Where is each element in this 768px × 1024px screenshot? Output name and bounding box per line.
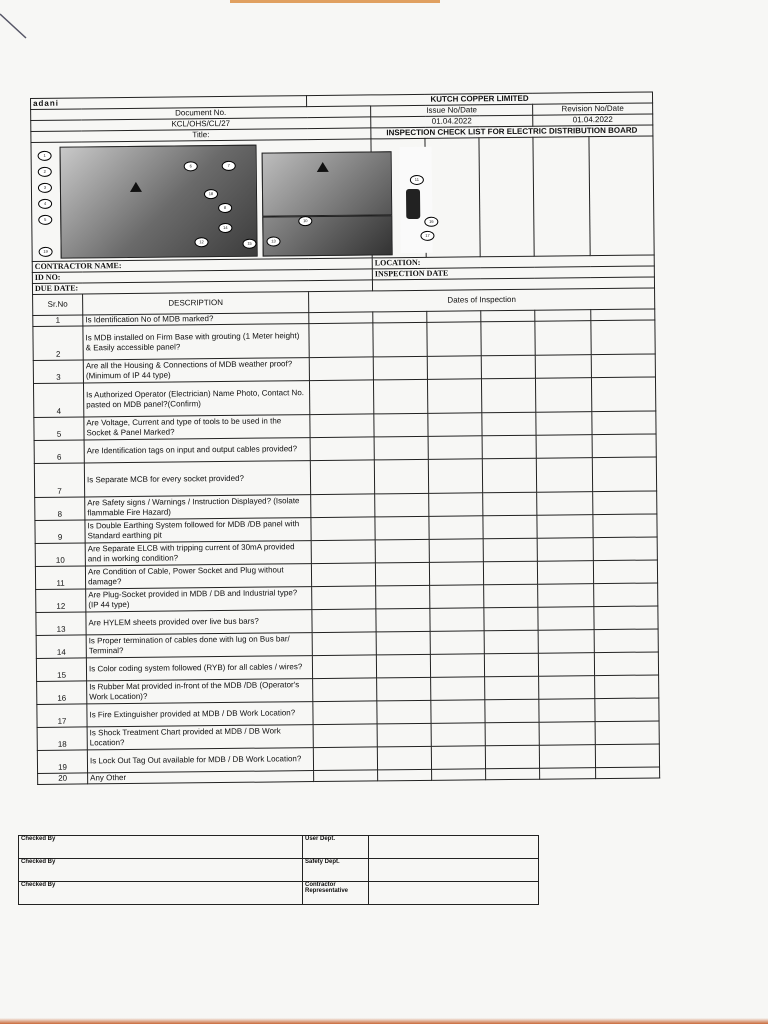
row-description: Are Identification tags on input and output cables provided? [84, 438, 310, 463]
row-description: Is Lock Out Tag Out available for MDB / DB Work Location? [87, 748, 313, 773]
blank-cell [479, 137, 534, 257]
inspection-date-cell[interactable] [484, 630, 538, 654]
inspection-date-cell[interactable] [482, 458, 536, 493]
inspection-date-cell[interactable] [431, 746, 485, 770]
inspection-date-cell[interactable] [594, 629, 658, 653]
inspection-date-cell[interactable] [378, 769, 432, 781]
inspection-date-cell[interactable] [538, 630, 594, 654]
inspection-date-cell[interactable] [481, 378, 535, 413]
row-description: Is Rubber Mat provided in-front of the MDB /DB (Operator's Work Location)? [87, 679, 313, 704]
inspection-date-cell[interactable] [312, 609, 376, 633]
inspection-date-cell[interactable] [591, 377, 655, 412]
inspection-date-cell[interactable] [537, 538, 593, 562]
row-description: Are Safety signs / Warnings / Instruction Displayed? (Isolate flammable Fire Hazard) [85, 495, 311, 520]
row-sr-no: 20 [38, 773, 88, 785]
inspection-date-cell[interactable] [431, 723, 485, 747]
row-sr-no: 14 [36, 635, 86, 659]
dates-header: Dates of Inspection [309, 288, 655, 313]
callout-marker: 10 [298, 216, 312, 226]
inspection-date-cell[interactable] [374, 436, 428, 460]
inspection-date-cell[interactable] [376, 654, 430, 678]
inspection-date-cell[interactable] [592, 457, 656, 492]
inspection-date-cell[interactable] [427, 356, 481, 380]
inspection-date-cell[interactable] [310, 460, 374, 495]
callout-marker: 18 [204, 189, 218, 199]
checklist-sheet [30, 91, 659, 784]
inspection-date-cell[interactable] [374, 413, 428, 437]
inspection-date-cell[interactable] [311, 563, 375, 587]
signature-cell[interactable] [369, 836, 539, 859]
company-name: KUTCH COPPER LIMITED [306, 92, 652, 107]
callout-marker: 2 [38, 167, 52, 177]
inspection-date-cell[interactable] [485, 699, 539, 723]
location-field[interactable]: LOCATION: [372, 255, 654, 269]
inspection-date-cell[interactable] [310, 414, 374, 438]
inspection-date-cell[interactable] [535, 321, 591, 356]
inspection-date-cell[interactable] [375, 562, 429, 586]
inspection-date-cell[interactable] [430, 631, 484, 655]
inspection-date-cell[interactable] [596, 767, 660, 779]
inspection-date-cell[interactable] [539, 722, 595, 746]
blank-cell [425, 138, 480, 258]
page-edge-bottom [0, 1018, 768, 1024]
row-description: Are Voltage, Current and type of tools to be used in the Socket & Panel Marked? [84, 415, 310, 440]
inspection-date-cell[interactable] [429, 539, 483, 563]
callout-marker: 16 [424, 217, 438, 227]
blank-cell [533, 137, 590, 257]
signature-cell[interactable] [369, 859, 539, 882]
row-sr-no: 10 [35, 543, 85, 567]
description-header: DESCRIPTION [83, 292, 309, 315]
inspection-date-cell[interactable] [373, 356, 427, 380]
row-description: Are Plug-Socket provided in MDB / DB and Industrial type? (IP 44 type) [86, 587, 312, 612]
row-sr-no: 6 [34, 440, 84, 464]
inspection-date-cell[interactable] [429, 562, 483, 586]
callout-marker: 7 [222, 161, 236, 171]
row-description: Is MDB installed on Firm Base with grouting (1 Meter height) & Easily accessible panel? [83, 324, 309, 360]
row-sr-no: 11 [35, 566, 85, 590]
pen-mark-icon [0, 14, 30, 42]
inspection-date-cell[interactable] [484, 653, 538, 677]
row-sr-no: 15 [36, 658, 86, 682]
inspection-date-cell[interactable] [313, 747, 377, 771]
inspection-date-cell[interactable] [536, 412, 592, 436]
inspection-date-cell[interactable] [311, 540, 375, 564]
callout-marker: 12 [194, 237, 208, 247]
row-description: Is Separate MCB for every socket provided? [84, 461, 310, 497]
row-description: Any Other [88, 771, 314, 784]
row-sr-no: 12 [36, 589, 86, 613]
inspection-date-cell[interactable] [376, 585, 430, 609]
inspection-date-cell[interactable] [429, 516, 483, 540]
row-sr-no: 18 [37, 727, 87, 751]
callout-marker: 19 [39, 247, 53, 257]
inspection-date-cell[interactable] [428, 413, 482, 437]
inspection-date-cell[interactable] [537, 492, 593, 516]
inspection-date-cell[interactable] [482, 435, 536, 459]
inspection-date-cell[interactable] [427, 322, 481, 357]
inspection-date-cell[interactable] [309, 380, 373, 415]
inspection-date-cell[interactable] [311, 517, 375, 541]
inspection-date-cell[interactable] [485, 722, 539, 746]
row-sr-no: 8 [35, 497, 85, 521]
inspection-date-cell[interactable] [314, 770, 378, 782]
signoff-row [19, 882, 539, 905]
inspection-date-cell[interactable] [483, 561, 537, 585]
blank-cell [589, 136, 654, 256]
inspection-date-cell[interactable] [431, 700, 485, 724]
callout-marker: 5 [38, 215, 52, 225]
row-sr-no: 9 [35, 520, 85, 544]
inspection-date-cell[interactable] [592, 434, 656, 458]
contractor-name-field[interactable]: CONTRACTOR NAME: [32, 258, 372, 273]
inspection-date-cell[interactable] [377, 677, 431, 701]
row-description: Is Identification No of MDB marked? [83, 313, 309, 326]
inspection-date-cell[interactable] [313, 678, 377, 702]
inspection-date-cell[interactable] [313, 701, 377, 725]
inspection-date-cell[interactable] [374, 459, 428, 494]
inspection-date-cell[interactable] [486, 768, 540, 780]
checklist-table [30, 91, 660, 784]
inspection-date-cell[interactable] [591, 320, 655, 355]
inspection-date-cell[interactable] [311, 494, 375, 518]
adani-logo: adani [31, 96, 307, 110]
row-sr-no: 13 [36, 612, 86, 636]
inspection-date-cell[interactable] [312, 632, 376, 656]
inspection-date-cell[interactable] [377, 723, 431, 747]
inspection-date-cell[interactable] [481, 355, 535, 379]
inspection-date-cell[interactable] [484, 607, 538, 631]
row-sr-no: 5 [34, 417, 84, 441]
inspection-date-cell[interactable] [536, 435, 592, 459]
sr-no-header: Sr.No [33, 294, 83, 316]
inspection-date-cell[interactable] [535, 310, 591, 322]
inspection-date-cell[interactable] [536, 458, 592, 493]
row-sr-no: 17 [37, 704, 87, 728]
inspection-date-cell[interactable] [539, 745, 595, 769]
inspection-date-cell[interactable] [377, 746, 431, 770]
inspection-date-cell[interactable] [373, 311, 427, 323]
due-date-field[interactable]: DUE DATE: [32, 280, 372, 295]
inspection-date-cell[interactable] [485, 676, 539, 700]
inspection-date-cell[interactable] [313, 724, 377, 748]
callout-marker: 17 [420, 231, 434, 241]
issue-date: 01.04.2022 [371, 115, 533, 128]
department-label: Safety Dept. [303, 859, 369, 882]
id-no-field[interactable]: ID NO: [32, 269, 372, 284]
inspection-date-cell[interactable] [428, 459, 482, 494]
page-edge-top [230, 0, 440, 3]
callout-marker: 1 [38, 151, 52, 161]
row-sr-no: 3 [33, 360, 83, 384]
inspection-date-cell[interactable] [483, 538, 537, 562]
department-label: User Dept. [303, 836, 369, 859]
inspection-date-cell[interactable] [538, 584, 594, 608]
inspection-date-cell[interactable] [427, 311, 481, 323]
title-label: Title: [31, 128, 371, 143]
inspection-date-cell[interactable] [595, 721, 659, 745]
inspection-date-cell[interactable] [538, 653, 594, 677]
inspection-date-cell[interactable] [594, 606, 658, 630]
callout-marker: 11 [410, 175, 424, 185]
inspection-date-cell[interactable] [481, 321, 535, 356]
signature-cell[interactable] [369, 882, 539, 905]
row-description: Is Double Earthing System followed for MDB /DB panel with Standard earthing pit [85, 518, 311, 543]
callout-marker: 13 [266, 236, 280, 246]
signoff-table [18, 835, 539, 905]
inspection-date-cell[interactable] [593, 537, 657, 561]
inspection-date-cell[interactable] [484, 584, 538, 608]
checked-by-field[interactable]: Checked By [19, 859, 303, 882]
inspection-date-cell[interactable] [428, 436, 482, 460]
row-sr-no: 19 [37, 750, 87, 774]
inspection-date-cell[interactable] [481, 310, 535, 322]
inspection-date-cell[interactable] [593, 514, 657, 538]
inspection-date-cell[interactable] [594, 652, 658, 676]
warning-sign-icon [130, 182, 142, 192]
signoff-row [19, 859, 539, 882]
inspection-date-cell[interactable] [376, 631, 430, 655]
callout-marker: 3 [38, 183, 52, 193]
inspection-date-cell[interactable] [373, 379, 427, 414]
inspection-date-cell[interactable] [485, 745, 539, 769]
row-description: Are HYLEM sheets provided over live bus bars? [86, 610, 312, 635]
inspection-date-cell[interactable] [539, 699, 595, 723]
department-label: Contractor Representative [303, 882, 369, 905]
inspection-date-cell[interactable] [430, 585, 484, 609]
inspection-date-cell[interactable] [312, 586, 376, 610]
doc-no-value: KCL/OHS/CL/27 [31, 117, 371, 132]
inspection-date-cell[interactable] [309, 357, 373, 381]
inspection-date-cell[interactable] [309, 312, 373, 324]
inspection-date-cell[interactable] [375, 516, 429, 540]
issue-label: Issue No/Date [371, 104, 533, 117]
inspection-date-cell[interactable] [427, 379, 481, 414]
inspection-date-cell[interactable] [595, 698, 659, 722]
row-description: Is Fire Extinguisher provided at MDB / DB Work Location? [87, 702, 313, 727]
row-sr-no: 7 [34, 463, 84, 498]
row-sr-no: 1 [33, 315, 83, 327]
fire-extinguisher-icon [406, 189, 420, 219]
doc-no-label: Document No. [31, 106, 371, 121]
inspection-date-cell[interactable] [377, 700, 431, 724]
inspection-date-cell[interactable] [595, 744, 659, 768]
inspection-date-cell[interactable] [592, 411, 656, 435]
inspection-date-cell[interactable] [483, 515, 537, 539]
row-description: Are Separate ELCB with tripping current of 30mA provided and in working condition? [85, 541, 311, 566]
row-sr-no: 4 [33, 383, 83, 418]
inspection-date-cell[interactable] [537, 515, 593, 539]
row-description: Is Shock Treatment Chart provided at MDB / DB Work Location? [87, 725, 313, 750]
inspection-date-cell[interactable] [373, 322, 427, 357]
inspection-date-cell[interactable] [595, 675, 659, 699]
inspection-date-cell[interactable] [537, 561, 593, 585]
signoff-row [19, 836, 539, 859]
inspection-date-cell[interactable] [375, 539, 429, 563]
inspection-date-cell[interactable] [483, 492, 537, 516]
inspection-date-cell[interactable] [538, 607, 594, 631]
inspection-date-cell[interactable] [535, 355, 591, 379]
inspection-date-cell[interactable] [593, 560, 657, 584]
inspection-date-cell[interactable] [432, 769, 486, 781]
inspection-date-cell[interactable] [482, 412, 536, 436]
mdb-photo-3 [262, 215, 392, 256]
inspection-date-cell[interactable] [431, 677, 485, 701]
row-description: Is Color coding system followed (RYB) for all cables / wires? [86, 656, 312, 681]
callout-marker: 14 [218, 223, 232, 233]
revision-date: 01.04.2022 [533, 114, 653, 126]
inspection-date-cell[interactable] [430, 654, 484, 678]
inspection-date-cell[interactable] [309, 323, 373, 358]
inspection-date-cell[interactable] [535, 378, 591, 413]
inspection-date-cell[interactable] [429, 493, 483, 517]
callout-marker: 8 [218, 203, 232, 213]
row-sr-no: 16 [37, 681, 87, 705]
row-description: Is Authorized Operator (Electrician) Name Photo, Contact No. pasted on MDB panel?(Confirm) [83, 381, 309, 417]
row-description: Is Proper termination of cables done with lug on Bus bar/ Terminal? [86, 633, 312, 658]
inspection-date-cell[interactable] [376, 608, 430, 632]
inspection-date-cell[interactable] [310, 437, 374, 461]
checked-by-field[interactable]: Checked By [19, 836, 303, 859]
inspection-date-cell[interactable] [540, 768, 596, 780]
callout-marker: 4 [38, 199, 52, 209]
inspection-date-cell[interactable] [539, 676, 595, 700]
row-sr-no: 2 [33, 326, 83, 361]
row-description: Are all the Housing & Connections of MDB weather proof? (Minimum of IP 44 type) [83, 358, 309, 383]
panel-photos [31, 139, 434, 262]
callout-marker: 15 [242, 239, 256, 249]
callout-marker: 6 [184, 161, 198, 171]
inspection-date-cell[interactable] [375, 493, 429, 517]
warning-sign-icon [317, 162, 329, 172]
inspection-date-cell[interactable] [594, 583, 658, 607]
inspection-date-cell[interactable] [591, 309, 655, 321]
inspection-date-cell[interactable] [591, 354, 655, 378]
checklist-items [33, 309, 660, 784]
inspection-date-cell[interactable] [593, 491, 657, 515]
revision-label: Revision No/Date [533, 103, 653, 115]
inspection-date-field[interactable]: INSPECTION DATE [372, 266, 654, 280]
inspection-date-cell[interactable] [312, 655, 376, 679]
document-title: INSPECTION CHECK LIST FOR ELECTRIC DISTRIBUTION BOARD [371, 125, 653, 139]
row-description: Are Condition of Cable, Power Socket and Plug without damage? [85, 564, 311, 589]
inspection-date-cell[interactable] [430, 608, 484, 632]
checked-by-field[interactable]: Checked By [19, 882, 303, 905]
